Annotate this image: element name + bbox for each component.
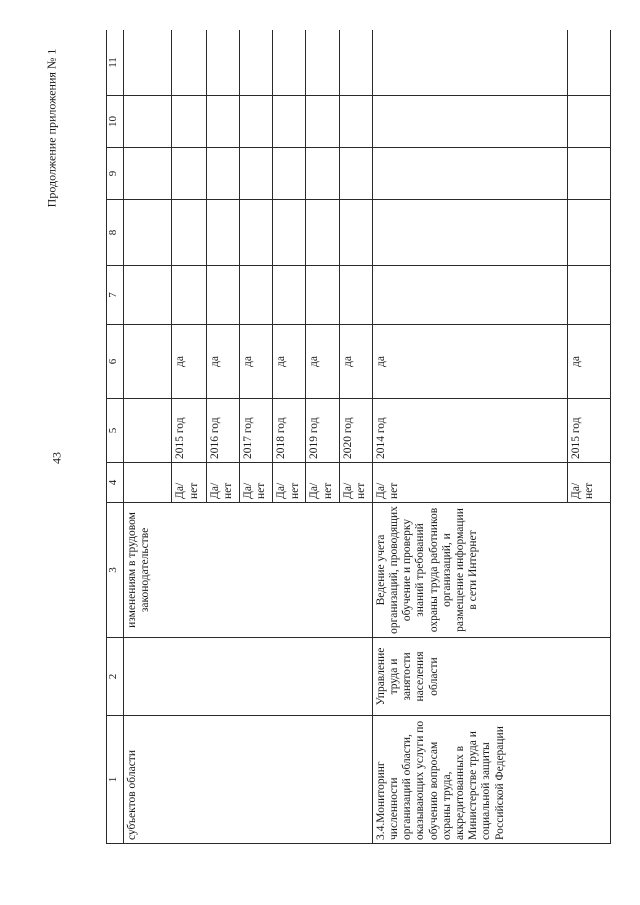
empty-cell	[339, 200, 372, 266]
year-cell: 2015 год	[172, 399, 207, 463]
unit-cell: Да/ нет	[567, 463, 610, 503]
empty-cell	[273, 148, 306, 200]
activity-text: изменениям в трудовом законодательстве	[125, 512, 152, 628]
empty-cell	[372, 266, 567, 325]
value-cell: да	[207, 325, 240, 399]
executor-text: Управление труда и занятости населения области	[374, 647, 440, 706]
empty-cell	[567, 266, 610, 325]
empty-cell	[567, 200, 610, 266]
empty-cell	[306, 200, 339, 266]
empty-cell	[123, 266, 171, 325]
column-number: 1	[107, 716, 124, 844]
empty-cell	[123, 148, 171, 200]
column-number: 5	[107, 399, 124, 463]
empty-cell	[207, 96, 240, 148]
year-cell: 2014 год	[372, 399, 567, 463]
table-container	[106, 30, 611, 844]
empty-cell	[207, 200, 240, 266]
year-cell	[123, 399, 171, 463]
empty-cell	[123, 96, 171, 148]
measure-cell	[372, 716, 610, 844]
unit-cell: Да/ нет	[240, 463, 273, 503]
column-number: 7	[107, 266, 124, 325]
empty-cell	[240, 96, 273, 148]
empty-cell	[172, 96, 207, 148]
empty-cell	[172, 200, 207, 266]
unit-cell: Да/ нет	[339, 463, 372, 503]
empty-cell	[567, 30, 610, 96]
value-cell: да	[172, 325, 207, 399]
unit-cell: Да/ нет	[372, 463, 567, 503]
empty-cell	[123, 30, 171, 96]
value-cell: да	[372, 325, 567, 399]
page-number: 43	[49, 452, 64, 464]
column-number: 10	[107, 96, 124, 148]
unit-cell: Да/ нет	[306, 463, 339, 503]
empty-cell	[306, 96, 339, 148]
measure-cell	[123, 716, 372, 844]
empty-cell	[172, 266, 207, 325]
empty-cell	[172, 148, 207, 200]
measure-text: 3.4.Мониторинг численности организаций области, оказывающих услуги по обучению вопросам охраны труда, аккредитованных в Министерстве труда и социальной защиты Российской Федерации	[374, 720, 506, 840]
empty-cell	[207, 266, 240, 325]
empty-cell	[567, 148, 610, 200]
year-cell: 2016 год	[207, 399, 240, 463]
empty-cell	[306, 148, 339, 200]
year-cell: 2017 год	[240, 399, 273, 463]
empty-cell	[273, 200, 306, 266]
empty-cell	[172, 30, 207, 96]
empty-cell	[273, 96, 306, 148]
empty-cell	[240, 266, 273, 325]
data-table	[106, 30, 611, 844]
empty-cell	[339, 30, 372, 96]
measure-text: субъектов области	[125, 750, 138, 840]
column-number: 11	[107, 30, 124, 96]
value-cell: да	[306, 325, 339, 399]
year-cell: 2018 год	[273, 399, 306, 463]
value-cell: да	[567, 325, 610, 399]
empty-cell	[306, 266, 339, 325]
empty-cell	[372, 200, 567, 266]
executor-cell	[372, 638, 610, 716]
header-row	[107, 30, 124, 844]
empty-cell	[372, 96, 567, 148]
column-number: 9	[107, 148, 124, 200]
table-row	[123, 30, 171, 844]
value-cell	[123, 325, 171, 399]
empty-cell	[372, 30, 567, 96]
activity-cell	[372, 503, 610, 638]
column-number: 6	[107, 325, 124, 399]
empty-cell	[339, 148, 372, 200]
unit-cell: Да/ нет	[172, 463, 207, 503]
unit-cell	[123, 463, 171, 503]
column-number: 2	[107, 638, 124, 716]
continuation-note: Продолжение приложения № 1	[44, 48, 59, 208]
empty-cell	[306, 30, 339, 96]
empty-cell	[339, 266, 372, 325]
column-number: 4	[107, 463, 124, 503]
empty-cell	[123, 200, 171, 266]
year-cell: 2020 год	[339, 399, 372, 463]
year-cell: 2015 год	[567, 399, 610, 463]
empty-cell	[273, 30, 306, 96]
unit-cell: Да/ нет	[207, 463, 240, 503]
empty-cell	[339, 96, 372, 148]
table-row	[372, 30, 567, 844]
empty-cell	[372, 148, 567, 200]
year-cell: 2019 год	[306, 399, 339, 463]
value-cell: да	[240, 325, 273, 399]
activity-text: Ведение учета организаций, проводящих обучение и проверку знаний требований охраны труда работников организаций, и размещение информации в сети Интернет	[374, 506, 480, 634]
column-number: 8	[107, 200, 124, 266]
empty-cell	[273, 266, 306, 325]
value-cell: да	[339, 325, 372, 399]
executor-cell	[123, 638, 372, 716]
activity-cell	[123, 503, 372, 638]
empty-cell	[240, 200, 273, 266]
empty-cell	[207, 148, 240, 200]
column-number: 3	[107, 503, 124, 638]
empty-cell	[567, 96, 610, 148]
unit-cell: Да/ нет	[273, 463, 306, 503]
empty-cell	[240, 30, 273, 96]
empty-cell	[240, 148, 273, 200]
value-cell: да	[273, 325, 306, 399]
empty-cell	[207, 30, 240, 96]
